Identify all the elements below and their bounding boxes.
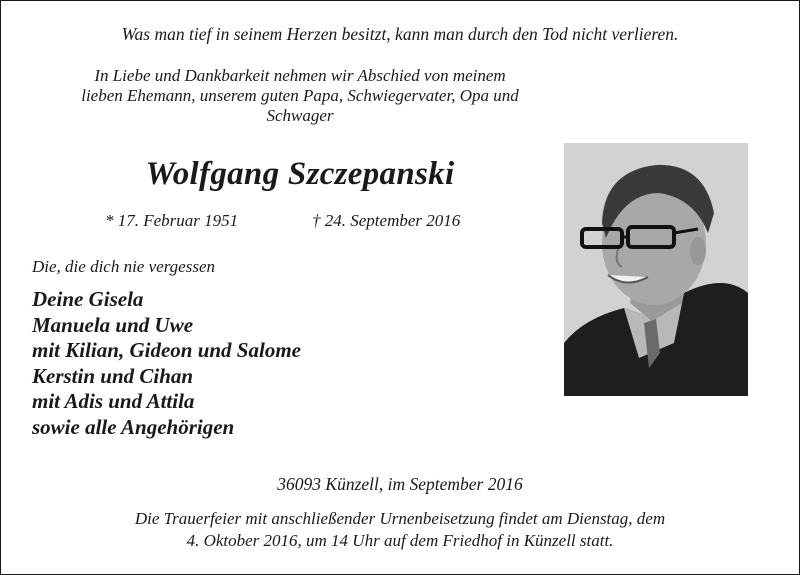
mourner-line: Kerstin und Cihan (32, 363, 194, 388)
intro-text (20, 66, 580, 126)
intro-line: Schwager (266, 106, 334, 125)
portrait-photo (564, 143, 748, 396)
mourner-line: Manuela und Uwe (32, 312, 194, 337)
mourner-line: Deine Gisela (32, 287, 144, 311)
intro-line: In Liebe und Dankbarkeit nehmen wir Abschied von meinem (94, 66, 506, 85)
funeral-line: Die Trauerfeier mit anschließender Urnenbeisetzung findet am Dienstag, dem (134, 509, 666, 528)
funeral-info (60, 508, 740, 552)
intro-line: lieben Ehemann, unserem guten Papa, Schwiegervater, Opa und (81, 86, 519, 105)
funeral-line: 4. Oktober 2016, um 14 Uhr auf dem Friedhof in Künzell statt. (186, 531, 614, 550)
death-date: † 24. September 2016 (312, 211, 461, 230)
place-date: 36093 Künzell, im September 2016 (277, 474, 523, 494)
mourner-line: mit Kilian, Gideon und Salome (32, 338, 301, 363)
mourners-intro: Die, die dich nie vergessen (32, 257, 215, 276)
mourner-line: mit Adis und Attila (32, 389, 195, 414)
deceased-name: Wolfgang Szczepanski (145, 156, 455, 192)
mourner-line: sowie alle Angehörigen (32, 414, 235, 439)
motto: Was man tief in seinem Herzen besitzt, kann man durch den Tod nicht verlieren. (121, 24, 679, 44)
mourners-list (32, 287, 301, 441)
birth-date: * 17. Februar 1951 (105, 211, 239, 230)
